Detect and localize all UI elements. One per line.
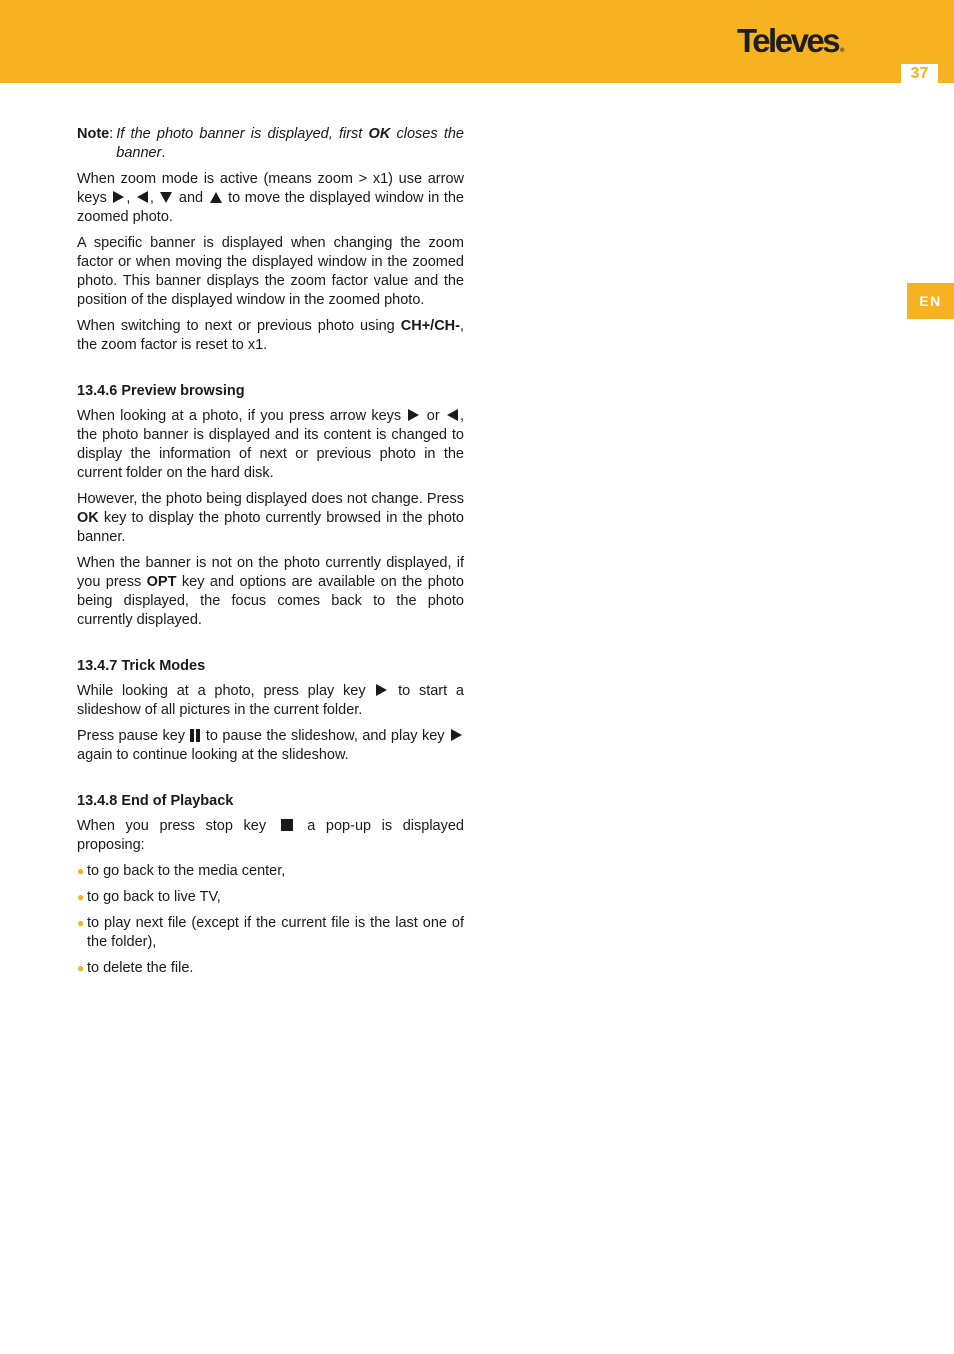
play-icon	[376, 684, 387, 696]
list-item: ● to go back to the media center,	[77, 863, 286, 879]
right-arrow-icon	[408, 409, 419, 421]
zoom-paragraph-1: When zoom mode is active (means zoom > x1) use arrow keys , , and to move the displayed window in the zoomed photo.	[77, 171, 464, 225]
bullet-dot-icon: ●	[77, 890, 85, 904]
preview-paragraph-3: When the banner is not on the photo currently displayed, if you press OPT key and options are available on the photo being displayed, the focus comes back to the photo currently displayed.	[77, 555, 464, 628]
preview-paragraph-2: However, the photo being displayed does not change. Press OK key to display the photo currently browsed in the photo banner.	[77, 491, 464, 545]
bullet-dot-icon: ●	[77, 864, 85, 878]
zoom-paragraph-3: When switching to next or previous photo using CH+/CH-, the zoom factor is reset to x1.	[77, 318, 464, 353]
right-arrow-icon	[113, 191, 124, 203]
header-bar	[0, 0, 954, 83]
stop-icon	[281, 819, 293, 831]
note-label: Note	[77, 126, 110, 142]
trick-paragraph-2: Press pause key to pause the slideshow, and play key again to continue looking at the slideshow.	[77, 727, 464, 765]
up-arrow-icon	[210, 192, 222, 203]
pause-icon	[189, 728, 201, 744]
page-number: 37	[901, 64, 938, 84]
bullet-dot-icon: ●	[77, 916, 85, 930]
televes-logo: Televes ®	[737, 22, 845, 59]
page-content	[77, 125, 464, 985]
left-arrow-icon	[447, 409, 458, 421]
list-item: ● to play next file (except if the current file is the last one of the folder),	[77, 915, 464, 950]
note-text: If the photo banner is displayed, first OK closes the banner.	[116, 126, 464, 161]
preview-paragraph-1: When looking at a photo, if you press arrow keys or , the photo banner is displayed and its content is changed to display the information of next or previous photo in the current folder on the hard disk.	[77, 408, 464, 481]
play-icon	[451, 729, 462, 741]
bullet-dot-icon: ●	[77, 961, 85, 975]
language-tab-en: EN	[907, 283, 954, 319]
left-arrow-icon	[137, 191, 148, 203]
zoom-paragraph-2: A specific banner is displayed when changing the zoom factor or when moving the displayed window in the zoomed photo. This banner displays the zoom factor value and the position of the displayed window in the zoomed photo.	[77, 235, 464, 308]
section-heading-preview: 13.4.6 Preview browsing	[77, 383, 245, 399]
down-arrow-icon	[160, 192, 172, 203]
end-paragraph-1: When you press stop key a pop-up is displayed proposing:	[77, 818, 464, 853]
section-heading-trick-modes: 13.4.7 Trick Modes	[77, 658, 206, 674]
trick-paragraph-1: While looking at a photo, press play key to start a slideshow of all pictures in the current folder.	[77, 683, 464, 718]
list-item: ● to go back to live TV,	[77, 889, 221, 905]
list-item: ● to delete the file.	[77, 960, 194, 976]
note-block: Note: If the photo banner is displayed, first OK closes the banner.	[77, 126, 464, 161]
section-heading-end-of-playback: 13.4.8 End of Playback	[77, 793, 234, 809]
